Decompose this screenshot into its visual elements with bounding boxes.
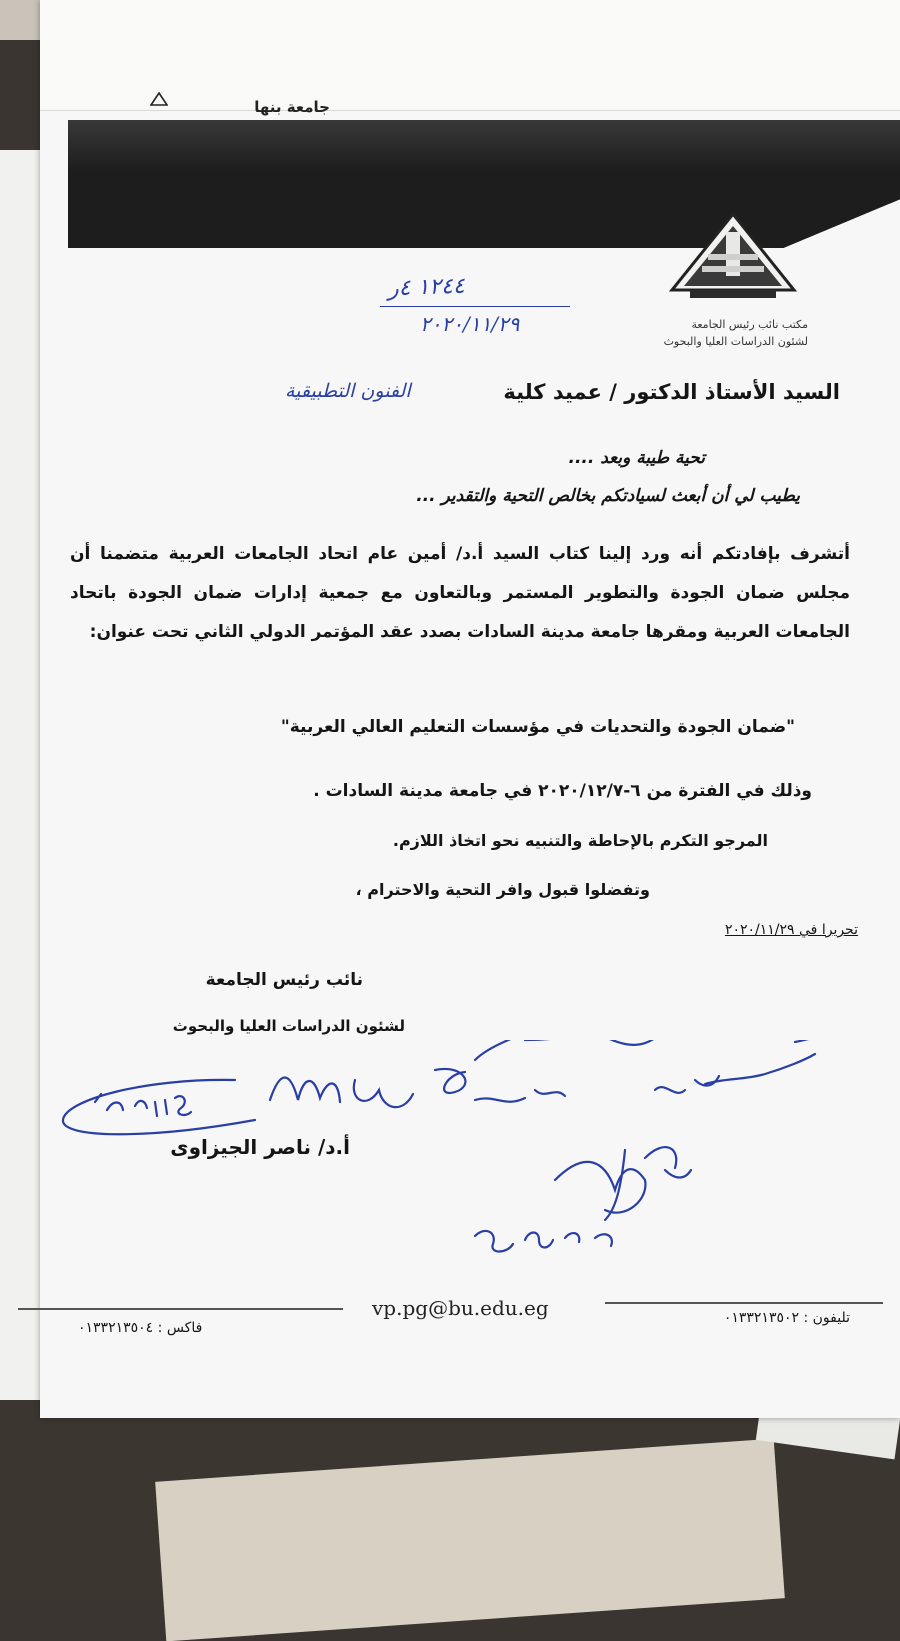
university-logo-icon [668,210,798,302]
signatory-name: أ.د/ ناصر الجيزاوى [170,1135,350,1159]
closing-line: وتفضلوا قبول وافر التحية والاحترام ، [355,880,650,899]
handwritten-ref-number: ١٢٤٤ ٤ر [387,273,466,302]
signatory-title: نائب رئيس الجامعة [205,970,363,990]
ref-underline [380,306,570,307]
greeting: تحية طيبة وبعد .... [568,448,705,468]
handwritten-ref-date: ٢٠٢٠/١١/٢٩ [420,312,520,336]
letter-top-fold [40,0,900,111]
triangle-mark-icon [150,92,168,106]
footer-rule-right [605,1302,883,1304]
footer-fax: فاكس : ٠١٣٣٢١٣٥٠٤ [78,1320,203,1336]
footer-email: vp.pg@bu.edu.eg [372,1296,549,1320]
request-line: المرجو التكرم بالإحاطة والتنبيه نحو اتخاذ اللازم. [392,831,768,850]
handwritten-signatures-icon [55,1040,875,1280]
footer-rule-left [18,1308,343,1310]
dated-line: تحريرا في ٢٠٢٠/١١/٢٩ [724,922,858,938]
body-paragraph: أتشرف بإفادتكم أنه ورد إلينا كتاب السيد أ.د/ أمين عام اتحاد الجامعات العربية متضمنا أن مجلس ضمان الجودة والتطوير المستمر وبالتعاون مع جمعية إدارات ضمان الجودة باتحاد الجامعات العربية ومقرها جامعة مدينة السادات بصدد عقد المؤتمر الدولي الثاني تحت عنوان: [70,544,850,642]
university-name: جامعة بنها [254,98,330,116]
office-name-line2: لشئون الدراسات العليا والبحوث [663,335,808,348]
conference-topic: "ضمان الجودة والتحديات في مؤسسات التعليم العالي العربية" [280,717,795,737]
handwritten-addressee-note: الفنون التطبيقية [285,380,411,402]
addressee: السيد الأستاذ الدكتور / عميد كلية [503,380,840,404]
signatory-subtitle: لشئون الدراسات العليا والبحوث [172,1017,405,1035]
conference-period: وذلك في الفترة من ٦-٢٠٢٠/١٢/٧ في جامعة مدينة السادات . [313,781,812,801]
footer-phone: تليفون : ٠١٣٣٢١٣٥٠٢ [723,1310,850,1326]
intro-line: يطيب لي أن أبعث لسيادتكم بخالص التحية والتقدير ... [416,486,800,506]
office-name-line1: مكتب نائب رئيس الجامعة [691,318,808,331]
